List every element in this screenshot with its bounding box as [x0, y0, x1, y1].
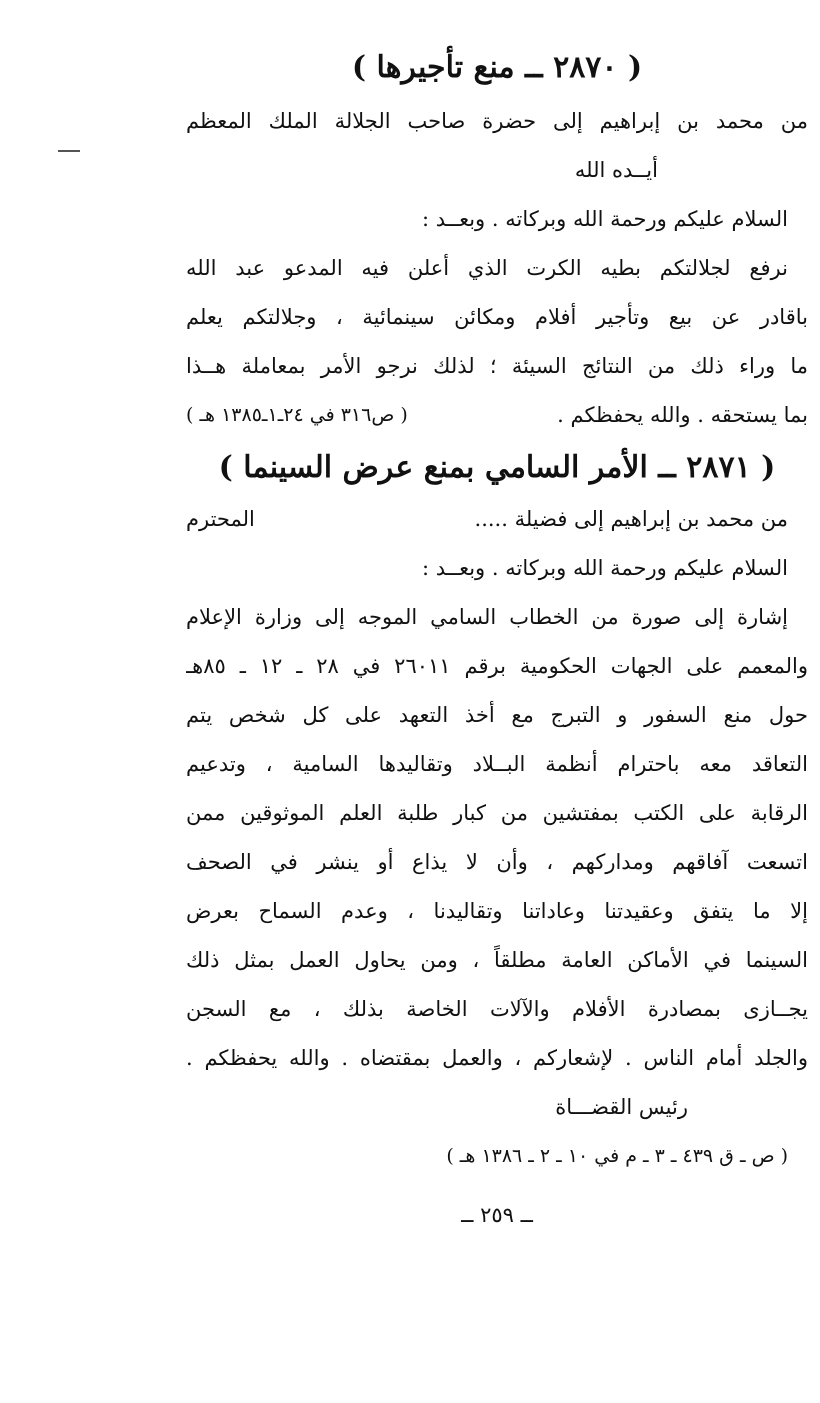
body-line: حول منع السفور و التبرج مع أخذ التعهد على كل شخص يتم: [186, 703, 808, 727]
body-line: التعاقد معه باحترام أنظمة البــلاد وتقاليدها السامية ، وتدعيم: [186, 752, 808, 776]
honorific: المحترم: [186, 507, 255, 531]
body-line: باقادر عن بيع وتأجير أفلام ومكائن سينمائية ، وجلالتكم يعلم: [186, 305, 808, 329]
body-line: والجلد أمام الناس . لإشعاركم ، والعمل بمقتضاه . والله يحفظكم .: [186, 1046, 808, 1070]
body-line: ما وراء ذلك من النتائج السيئة ؛ لذلك نرجو الأمر بمعاملة هــذا: [186, 354, 808, 378]
reference: ( ص ـ ق ٤٣٩ ـ ٣ ـ م في ١٠ ـ ٢ ـ ١٣٨٦ هـ ): [446, 1145, 788, 1167]
margin-mark: [58, 150, 80, 152]
body-line: والمعمم على الجهات الحكومية برقم ٢٦٠١١ في ٢٨ ـ ١٢ ـ ٨٥هـ: [186, 654, 808, 678]
section-2871: [186, 448, 808, 1181]
body-line: يجــازى بمصادرة الأفلام والآلات الخاصة بذلك ، مع السجن: [186, 997, 808, 1021]
reference: ( ص٣١٦ في ٢٤ـ١ـ١٣٨٥ هـ ): [186, 404, 408, 426]
blessing: أيــده الله: [574, 158, 658, 182]
section-2870: [186, 48, 808, 440]
closing-text: بما يستحقه . والله يحفظكم .: [557, 403, 808, 427]
body-line: السينما في الأماكن العامة مطلقاً ، ومن يحاول العمل بمثل ذلك: [186, 948, 808, 972]
from-row: [186, 495, 808, 544]
body-line: إلا ما يتفق وعقيدتنا وعاداتنا وتقاليدنا ، وعدم السماح بعرض: [186, 899, 808, 923]
greeting: السلام عليكم ورحمة الله وبركاته . وبعــد :: [422, 556, 788, 580]
signature: رئيس القضـــاة: [555, 1095, 688, 1119]
from-line: من محمد بن إبراهيم إلى حضرة صاحب الجلالة الملك المعظم: [186, 109, 808, 133]
section-heading: ( ٢٨٧١ ــ الأمر السامي بمنع عرض السينما ): [218, 450, 776, 485]
section-heading: ( ٢٨٧٠ ــ منع تأجيرها ): [351, 50, 643, 85]
from-line: من محمد بن إبراهيم إلى فضيلة .....: [474, 507, 788, 531]
greeting: السلام عليكم ورحمة الله وبركاته . وبعــد :: [422, 207, 788, 231]
body-line: نرفع لجلالتكم بطيه الكرت الذي أعلن فيه المدعو عبد الله: [186, 256, 788, 280]
body-line: الرقابة على الكتب بمفتشين من كبار طلبة العلم الموثوقين ممن: [186, 801, 808, 825]
page-number: ــ ٢٥٩ ــ: [461, 1203, 533, 1227]
closing-row: [186, 391, 808, 440]
body-line: اتسعت آفاقهم ومداركهم ، وأن لا يذاع أو ينشر في الصحف: [186, 850, 808, 874]
document-page: [186, 40, 808, 1227]
body-line: إشارة إلى صورة من الخطاب السامي الموجه إلى وزارة الإعلام: [186, 605, 788, 629]
